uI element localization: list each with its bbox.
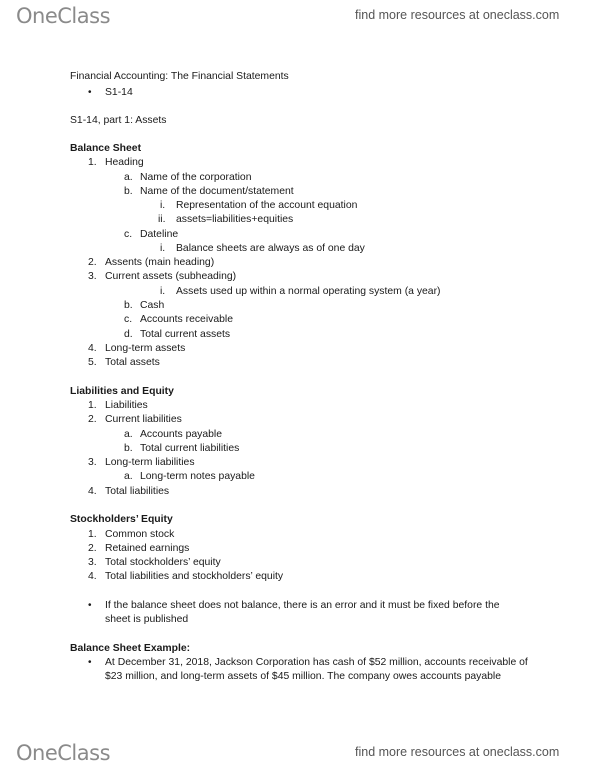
document-title: Financial Accounting: The Financial Statements bbox=[70, 71, 289, 82]
list-marker: 2. bbox=[88, 543, 97, 554]
list-marker: 2. bbox=[88, 257, 97, 268]
list-marker: c. bbox=[124, 314, 133, 325]
list-marker: 4. bbox=[88, 571, 97, 582]
list-item: Assents (main heading) bbox=[105, 257, 215, 268]
list-item: Current liabilities bbox=[105, 414, 182, 425]
section-heading: S1-14, part 1: Assets bbox=[70, 115, 167, 126]
list-marker: 1. bbox=[88, 157, 97, 168]
list-marker: i. bbox=[160, 243, 166, 254]
equity-heading: Stockholders’ Equity bbox=[70, 514, 173, 525]
list-marker: a. bbox=[124, 429, 133, 440]
list-marker: ii. bbox=[158, 214, 166, 225]
list-marker: 3. bbox=[88, 557, 97, 568]
bullet-icon: • bbox=[88, 600, 92, 611]
list-marker: 1. bbox=[88, 400, 97, 411]
list-item: Total stockholders’ equity bbox=[105, 557, 221, 568]
list-item: Heading bbox=[105, 157, 144, 168]
list-item: Accounts receivable bbox=[140, 314, 233, 325]
list-item: Current assets (subheading) bbox=[105, 271, 237, 282]
list-marker: 3. bbox=[88, 271, 97, 282]
intro-bullet-text: S1-14 bbox=[105, 87, 133, 98]
list-marker: d. bbox=[124, 329, 133, 340]
liabilities-heading: Liabilities and Equity bbox=[70, 386, 174, 397]
list-marker: 4. bbox=[88, 486, 97, 497]
example-heading: Balance Sheet Example: bbox=[70, 643, 191, 654]
list-marker: b. bbox=[124, 300, 133, 311]
list-item: assets=liabilities+equities bbox=[176, 214, 294, 225]
list-item: Long-term assets bbox=[105, 343, 186, 354]
footer-tagline[interactable]: find more resources at oneclass.com bbox=[355, 745, 560, 759]
list-item: Total liabilities and stockholders’ equity bbox=[105, 571, 284, 582]
list-marker: b. bbox=[124, 443, 133, 454]
list-item: Representation of the account equation bbox=[176, 200, 358, 211]
list-marker: i. bbox=[160, 200, 166, 211]
list-item: Common stock bbox=[105, 529, 175, 540]
list-item: Total assets bbox=[105, 357, 160, 368]
list-item: Dateline bbox=[140, 229, 179, 240]
list-marker: 1. bbox=[88, 529, 97, 540]
header-tagline[interactable]: find more resources at oneclass.com bbox=[355, 8, 560, 22]
list-item: Long-term liabilities bbox=[105, 457, 195, 468]
list-marker: i. bbox=[160, 286, 166, 297]
list-item: Long-term notes payable bbox=[140, 471, 255, 482]
list-marker: c. bbox=[124, 229, 133, 240]
list-item: Total current assets bbox=[140, 329, 231, 340]
list-marker: 5. bbox=[88, 357, 97, 368]
bullet-icon: • bbox=[88, 657, 92, 668]
oneclass-logo-footer[interactable]: OneClass bbox=[16, 741, 111, 765]
note-bullet-text: If the balance sheet does not balance, there is an error and it must be fixed before the sheet is published bbox=[105, 600, 500, 626]
bullet-icon: • bbox=[88, 87, 92, 98]
list-item: Total liabilities bbox=[105, 486, 170, 497]
list-item: Retained earnings bbox=[105, 543, 190, 554]
list-marker: a. bbox=[124, 172, 133, 183]
list-marker: a. bbox=[124, 471, 133, 482]
list-marker: 3. bbox=[88, 457, 97, 468]
list-item: Total current liabilities bbox=[140, 443, 240, 454]
list-item: Liabilities bbox=[105, 400, 148, 411]
list-item: Balance sheets are always as of one day bbox=[176, 243, 365, 254]
oneclass-logo[interactable]: OneClass bbox=[16, 4, 111, 28]
list-marker: b. bbox=[124, 186, 133, 197]
example-bullet-text: At December 31, 2018, Jackson Corporation has cash of $52 million, accounts receivable of $23 million, and long-term assets of $45 million. The company owes accounts payable bbox=[105, 657, 528, 683]
balance-sheet-heading: Balance Sheet bbox=[70, 143, 142, 154]
list-item: Accounts payable bbox=[140, 429, 223, 440]
list-marker: 2. bbox=[88, 414, 97, 425]
list-item: Name of the document/statement bbox=[140, 186, 294, 197]
list-marker: 4. bbox=[88, 343, 97, 354]
list-item: Cash bbox=[140, 300, 165, 311]
list-item: Name of the corporation bbox=[140, 172, 252, 183]
list-item: Assets used up within a normal operating system (a year) bbox=[176, 286, 441, 297]
